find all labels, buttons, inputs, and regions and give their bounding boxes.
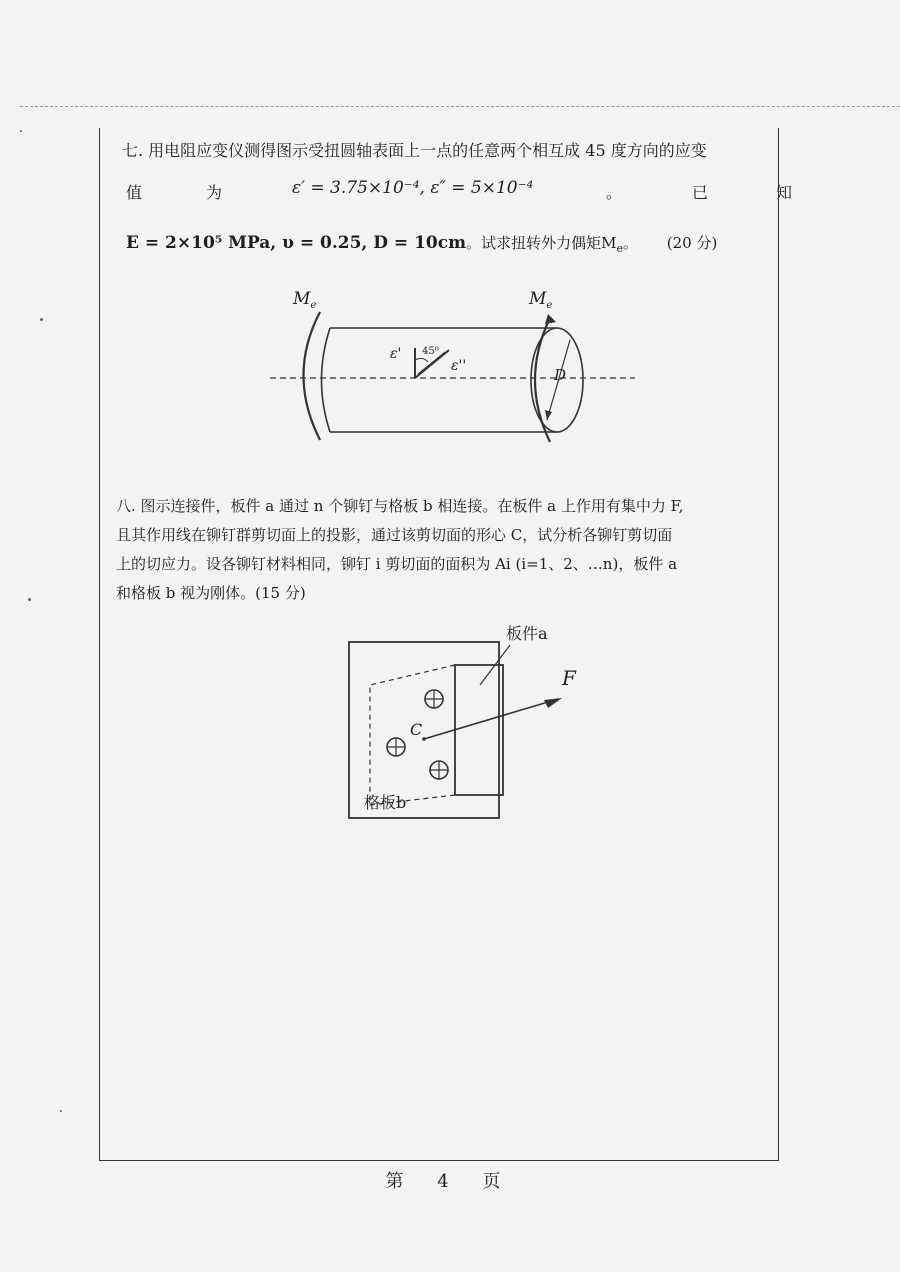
diameter-label: D bbox=[554, 366, 567, 384]
q7-task: 。试求扭转外力偶矩M bbox=[466, 234, 617, 252]
given-values: E = 2×10⁵ MPa, υ = 0.25, D = 10cm bbox=[126, 233, 467, 253]
rivet-connection-figure bbox=[340, 615, 590, 830]
centroid-label: C bbox=[410, 720, 423, 739]
left-moment-arc bbox=[304, 312, 321, 440]
shaft-left-end bbox=[322, 328, 331, 432]
gusset-plate-b bbox=[349, 642, 499, 818]
q7-period: 。 bbox=[606, 183, 623, 202]
top-dashed-rule bbox=[20, 106, 900, 107]
strain1-label: ε' bbox=[390, 346, 402, 362]
angle-arc bbox=[415, 358, 428, 362]
right-moment-arc bbox=[535, 318, 550, 442]
q7-points: (20 分) bbox=[666, 234, 718, 252]
torsion-shaft-figure bbox=[265, 280, 645, 465]
angle-label: 45⁰ bbox=[422, 346, 439, 357]
q7-line1: 七. 用电阻应变仪测得图示受扭圆轴表面上一点的任意两个相互成 45 度方向的应变 bbox=[122, 141, 707, 160]
q8-line1: 八. 图示连接件，板件 a 通过 n 个铆钉与格板 b 相连接。在板件 a 上作用有集中力 F, bbox=[116, 497, 684, 515]
strain2-label: ε'' bbox=[451, 358, 467, 374]
force-line bbox=[424, 699, 558, 739]
q7-word-zhi: 知 bbox=[776, 183, 793, 202]
right-moment-arrow-head bbox=[545, 314, 556, 324]
q7-line2-word: 为 bbox=[206, 183, 223, 202]
diameter-arrow-head bbox=[545, 410, 552, 420]
scan-speck bbox=[28, 598, 31, 601]
page-number: 第 4 页 bbox=[385, 1171, 515, 1192]
scan-speck bbox=[60, 1110, 62, 1112]
rivet-2 bbox=[387, 738, 405, 756]
q8-line3: 上的切应力。设各铆钉材料相同，铆钉 i 剪切面的面积为 Ai (i=1、2、…n)，板件 a bbox=[116, 555, 678, 573]
plate-a bbox=[455, 665, 503, 795]
q7-given-line bbox=[126, 232, 717, 255]
q8-line2: 且其作用线在铆钉群剪切面上的投影，通过该剪切面的形心 C，试分析各铆钉剪切面 bbox=[116, 526, 673, 544]
plate-a-label: 板件a bbox=[506, 624, 548, 643]
right-moment-label: $M_e$ bbox=[529, 289, 553, 311]
q7-word-yi: 已 bbox=[692, 183, 709, 202]
plate-b-label: 格板b bbox=[364, 793, 407, 812]
strain-formula: ε′ = 3.75×10⁻⁴, ε″ = 5×10⁻⁴ bbox=[292, 178, 534, 198]
q7-task-sub: e bbox=[616, 242, 623, 255]
rivet-3 bbox=[430, 761, 448, 779]
q7-task-end: 。 bbox=[622, 234, 638, 252]
question-8 bbox=[116, 492, 792, 608]
force-arrow-head bbox=[544, 698, 562, 708]
scan-speck bbox=[20, 130, 22, 132]
q7-line2-start: 值 bbox=[126, 183, 143, 202]
rivet-1 bbox=[425, 690, 443, 708]
force-label: F bbox=[562, 666, 576, 690]
q8-line4: 和格板 b 视为刚体。(15 分) bbox=[116, 584, 306, 602]
scan-speck bbox=[40, 318, 43, 321]
left-moment-label: $M_e$ bbox=[293, 289, 317, 311]
